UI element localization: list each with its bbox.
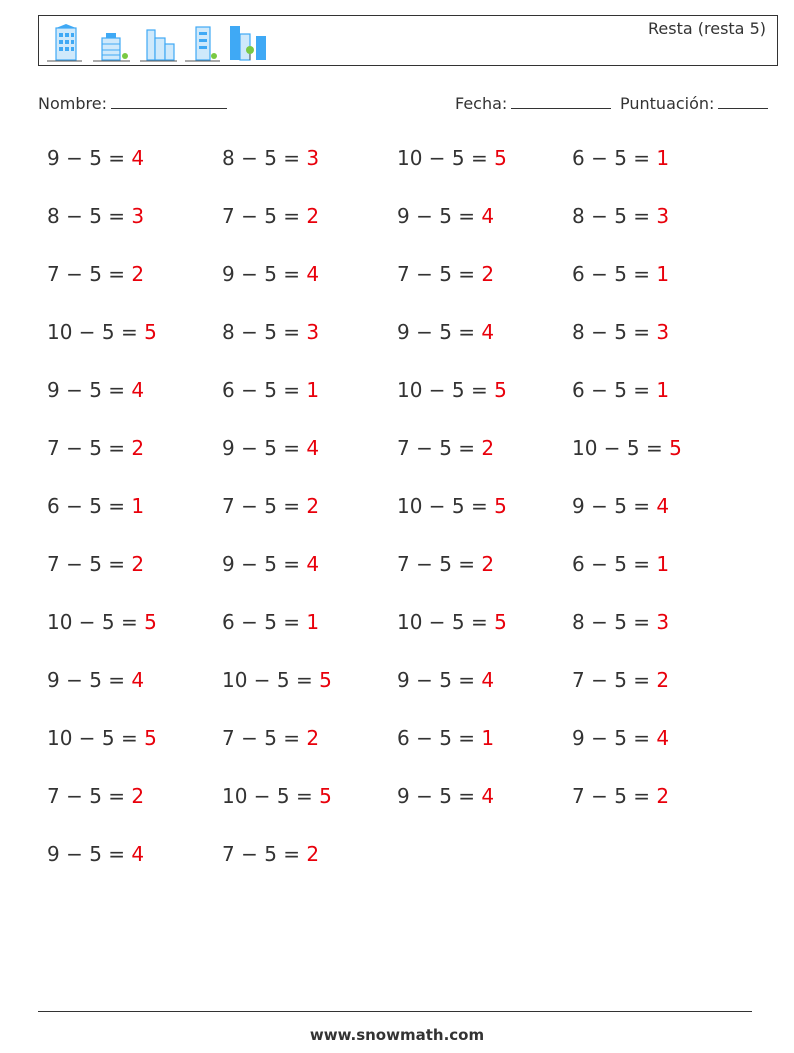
problem-question: 7 − 5 =: [572, 668, 657, 692]
city-buildings-icon: [44, 24, 274, 64]
problem-answer: 4: [131, 668, 145, 692]
problem-question: 7 − 5 =: [47, 552, 132, 576]
problem-item: [222, 842, 319, 866]
problem-question: 6 − 5 =: [572, 262, 657, 286]
problem-question: 8 − 5 =: [222, 146, 307, 170]
problem-answer: 5: [494, 610, 507, 634]
problem-question: 10 − 5 =: [397, 146, 495, 170]
problem-question: 8 − 5 =: [47, 204, 132, 228]
problem-question: 7 − 5 =: [47, 436, 132, 460]
problem-answer: 3: [131, 204, 145, 228]
problem-answer: 3: [656, 610, 670, 634]
problem-item: [47, 320, 157, 344]
problem-answer: 5: [494, 494, 507, 518]
problem-answer: 2: [656, 784, 670, 808]
problem-answer: 2: [306, 842, 320, 866]
problem-question: 8 − 5 =: [572, 204, 657, 228]
problem-item: [222, 726, 319, 750]
problem-answer: 4: [656, 726, 670, 750]
problem-answer: 1: [131, 494, 145, 518]
problem-item: [572, 494, 669, 518]
problem-question: 7 − 5 =: [572, 784, 657, 808]
score-field: [620, 94, 768, 113]
problem-item: [222, 784, 332, 808]
problem-item: [397, 320, 494, 344]
problem-item: [222, 668, 332, 692]
problem-question: 10 − 5 =: [47, 320, 145, 344]
problem-question: 7 − 5 =: [47, 784, 132, 808]
problem-answer: 2: [131, 262, 145, 286]
problem-item: [397, 262, 494, 286]
header-box: [38, 15, 778, 66]
problem-item: [47, 204, 144, 228]
problem-answer: 5: [144, 320, 157, 344]
problem-answer: 5: [144, 726, 157, 750]
problem-question: 6 − 5 =: [47, 494, 132, 518]
problem-answer: 4: [306, 436, 320, 460]
problem-item: [397, 784, 494, 808]
problem-question: 7 − 5 =: [397, 552, 482, 576]
problem-question: 9 − 5 =: [222, 552, 307, 576]
problem-answer: 1: [656, 262, 670, 286]
problem-item: [47, 726, 157, 750]
problem-item: [222, 204, 319, 228]
problem-answer: 4: [656, 494, 670, 518]
problem-answer: 1: [656, 552, 670, 576]
problem-item: [572, 262, 669, 286]
problem-question: 6 − 5 =: [572, 146, 657, 170]
problem-answer: 1: [656, 146, 670, 170]
problem-question: 7 − 5 =: [222, 204, 307, 228]
problem-item: [47, 784, 144, 808]
name-blank[interactable]: [111, 96, 227, 109]
problem-answer: 4: [481, 784, 495, 808]
problem-question: 6 − 5 =: [572, 378, 657, 402]
problem-answer: 1: [656, 378, 670, 402]
problem-item: [572, 610, 669, 634]
problem-item: [47, 378, 144, 402]
problem-item: [572, 204, 669, 228]
problem-answer: 2: [481, 262, 495, 286]
problem-item: [222, 320, 319, 344]
problem-item: [222, 436, 319, 460]
problem-answer: 2: [306, 494, 320, 518]
problem-answer: 2: [481, 436, 495, 460]
problem-question: 9 − 5 =: [47, 842, 132, 866]
problem-item: [222, 610, 319, 634]
problem-item: [397, 668, 494, 692]
problem-answer: 2: [656, 668, 670, 692]
problem-answer: 4: [131, 146, 145, 170]
footer-url: www.snowmath.com: [309, 1026, 485, 1044]
problem-question: 10 − 5 =: [222, 784, 320, 808]
problem-item: [572, 320, 669, 344]
problem-question: 8 − 5 =: [222, 320, 307, 344]
problem-item: [222, 262, 319, 286]
problem-answer: 3: [306, 146, 320, 170]
problem-answer: 5: [319, 668, 332, 692]
problem-answer: 1: [306, 378, 320, 402]
problem-question: 9 − 5 =: [397, 320, 482, 344]
problem-question: 6 − 5 =: [222, 378, 307, 402]
worksheet-title: Resta (resta 5): [648, 19, 766, 38]
date-blank[interactable]: [511, 96, 611, 109]
problem-answer: 4: [306, 552, 320, 576]
problem-item: [47, 146, 144, 170]
name-field: [38, 94, 227, 113]
problem-question: 9 − 5 =: [397, 668, 482, 692]
problem-item: [222, 146, 319, 170]
problem-question: 8 − 5 =: [572, 610, 657, 634]
problem-question: 6 − 5 =: [397, 726, 482, 750]
problem-question: 10 − 5 =: [397, 610, 495, 634]
problem-question: 6 − 5 =: [222, 610, 307, 634]
problem-item: [397, 726, 494, 750]
date-label: Fecha:: [455, 94, 508, 113]
problem-question: 10 − 5 =: [397, 494, 495, 518]
problem-item: [572, 146, 669, 170]
score-label: Puntuación:: [620, 94, 715, 113]
problem-answer: 5: [494, 378, 507, 402]
problem-question: 10 − 5 =: [47, 610, 145, 634]
problem-answer: 3: [306, 320, 320, 344]
problem-question: 9 − 5 =: [47, 146, 132, 170]
problem-item: [397, 494, 507, 518]
problem-answer: 4: [306, 262, 320, 286]
score-blank[interactable]: [718, 96, 768, 109]
problem-question: 10 − 5 =: [47, 726, 145, 750]
date-field: [455, 94, 611, 113]
problem-question: 9 − 5 =: [47, 378, 132, 402]
problem-question: 9 − 5 =: [222, 262, 307, 286]
problem-answer: 2: [131, 784, 145, 808]
name-label: Nombre:: [38, 94, 107, 113]
problem-answer: 1: [306, 610, 320, 634]
problem-question: 7 − 5 =: [47, 262, 132, 286]
problem-item: [397, 378, 507, 402]
problem-answer: 3: [656, 320, 670, 344]
problem-item: [47, 262, 144, 286]
problem-item: [397, 436, 494, 460]
problem-answer: 5: [319, 784, 332, 808]
problem-answer: 1: [481, 726, 495, 750]
problem-item: [47, 494, 144, 518]
problem-item: [47, 610, 157, 634]
problem-item: [572, 784, 669, 808]
problem-question: 7 − 5 =: [397, 262, 482, 286]
problem-answer: 4: [131, 378, 145, 402]
problem-item: [47, 842, 144, 866]
problem-question: 9 − 5 =: [397, 784, 482, 808]
problem-answer: 3: [656, 204, 670, 228]
problem-answer: 4: [481, 204, 495, 228]
problem-answer: 5: [144, 610, 157, 634]
problem-question: 7 − 5 =: [222, 494, 307, 518]
problem-item: [572, 726, 669, 750]
problem-item: [572, 552, 669, 576]
problem-question: 7 − 5 =: [222, 842, 307, 866]
problem-answer: 4: [131, 842, 145, 866]
problem-question: 9 − 5 =: [47, 668, 132, 692]
problem-answer: 2: [306, 726, 320, 750]
problem-item: [222, 552, 319, 576]
problem-question: 7 − 5 =: [397, 436, 482, 460]
problem-item: [397, 610, 507, 634]
problem-question: 9 − 5 =: [222, 436, 307, 460]
problem-item: [397, 552, 494, 576]
problem-answer: 2: [131, 552, 145, 576]
problem-item: [222, 378, 319, 402]
problem-question: 8 − 5 =: [572, 320, 657, 344]
problem-question: 9 − 5 =: [397, 204, 482, 228]
problem-item: [572, 378, 669, 402]
problem-answer: 4: [481, 668, 495, 692]
problem-question: 7 − 5 =: [222, 726, 307, 750]
problem-item: [572, 436, 682, 460]
problem-item: [47, 552, 144, 576]
problem-question: 10 − 5 =: [222, 668, 320, 692]
problem-item: [47, 668, 144, 692]
problem-question: 9 − 5 =: [572, 726, 657, 750]
problem-answer: 5: [669, 436, 682, 460]
footer-divider: [38, 1011, 752, 1012]
problem-answer: 2: [481, 552, 495, 576]
problem-item: [397, 146, 507, 170]
problem-question: 10 − 5 =: [572, 436, 670, 460]
problem-item: [572, 668, 669, 692]
problem-item: [397, 204, 494, 228]
problem-answer: 2: [306, 204, 320, 228]
problem-question: 10 − 5 =: [397, 378, 495, 402]
problem-answer: 2: [131, 436, 145, 460]
problem-item: [222, 494, 319, 518]
problem-item: [47, 436, 144, 460]
problem-question: 6 − 5 =: [572, 552, 657, 576]
problem-answer: 4: [481, 320, 495, 344]
problem-question: 9 − 5 =: [572, 494, 657, 518]
problem-answer: 5: [494, 146, 507, 170]
